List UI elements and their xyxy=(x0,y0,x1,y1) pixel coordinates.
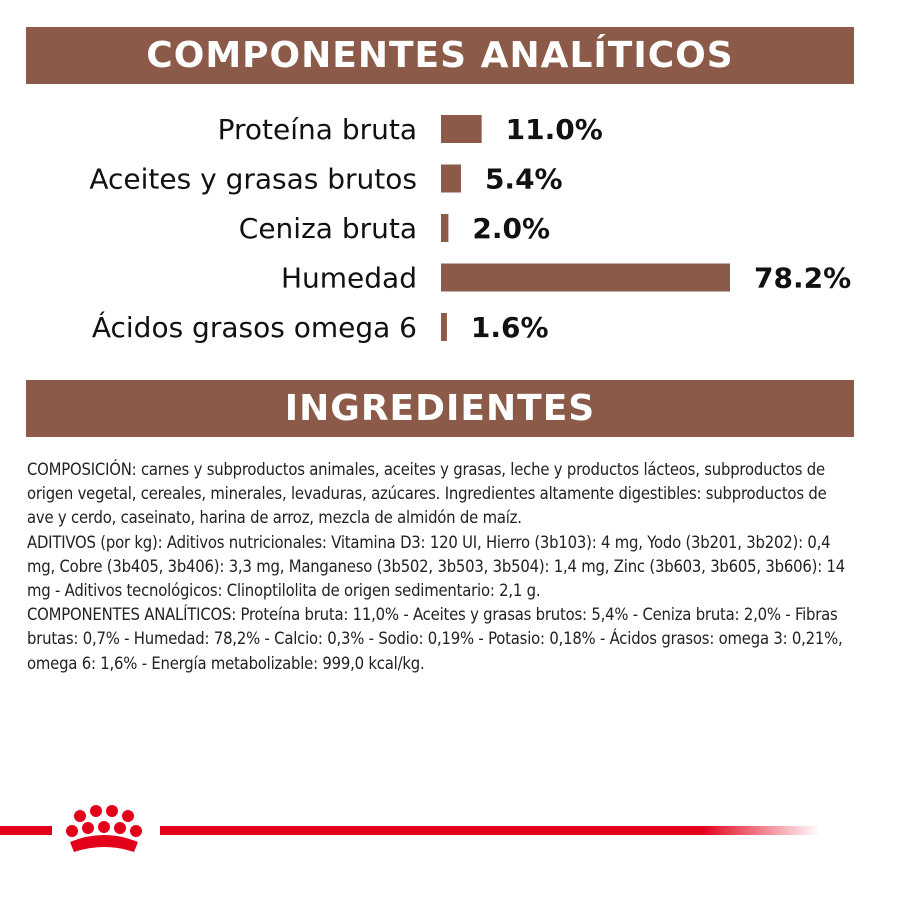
value-label: 78.2% xyxy=(754,261,852,295)
ingredients-banner xyxy=(26,380,854,437)
analytic-components-chart xyxy=(0,100,900,370)
value-label: 2.0% xyxy=(472,212,551,245)
ingredients-title: INGREDIENTES xyxy=(284,388,596,429)
footer-brand-strip xyxy=(0,800,900,870)
category-label: Proteína bruta xyxy=(217,113,417,146)
analytic-components-banner xyxy=(26,27,854,84)
category-label: Ceniza bruta xyxy=(238,212,417,245)
analytic-paragraph: COMPONENTES ANALÍTICOS: Proteína bruta: 11,0% - Aceites y grasas brutos: 5,4% - Ceniza bruta: 2,0% - Fibras brutas: 0,7% - Humedad: 78,2% - Calcio: 0,3% - Sodio: 0,19% - Potasio: 0,18% - Ácidos grasos: omega 3: 0,21%, omega 6: 1,6% - Energía metabolizable: 999,0 kcal/kg. xyxy=(27,605,843,673)
bar xyxy=(441,214,448,242)
category-label: Aceites y grasas brutos xyxy=(89,162,417,196)
bar xyxy=(441,115,482,143)
bar xyxy=(441,264,730,292)
category-label: Ácidos grasos omega 6 xyxy=(91,311,417,344)
footer-line-left xyxy=(0,826,52,835)
value-label: 5.4% xyxy=(484,162,563,196)
bar xyxy=(441,313,447,341)
composition-paragraph: COMPOSICIÓN: carnes y subproductos animales, aceites y grasas, leche y productos lácteos, subproductos de origen vegetal, cereales, minerales, levaduras, azúcares. Ingredientes altamente digestibles: subproductos de ave y cerdo, caseinato, harina de arroz, mezcla de almidón de maíz. xyxy=(27,460,827,528)
category-label: Humedad xyxy=(280,261,417,295)
ingredients-text xyxy=(27,458,857,676)
royal-crown-icon xyxy=(66,805,142,852)
analytic-components-title: COMPONENTES ANALÍTICOS xyxy=(146,35,734,76)
bar xyxy=(441,165,461,193)
footer-line-right xyxy=(160,826,820,835)
additives-paragraph: ADITIVOS (por kg): Aditivos nutricionales: Vitamina D3: 120 UI, Hierro (3b103): 4 mg, Yodo (3b201, 3b202): 0,4 mg, Cobre (3b405, 3b406): 3,3 mg, Manganeso (3b502, 3b503, 3b504): 1,4 mg, Zinc (3b603, 3b605, 3b606): 14 mg - Aditivos tecnológicos: Clinoptilolita de origen sedimentario: 2,1 g. xyxy=(27,532,846,601)
value-label: 1.6% xyxy=(470,311,549,344)
value-label: 11.0% xyxy=(505,113,603,146)
